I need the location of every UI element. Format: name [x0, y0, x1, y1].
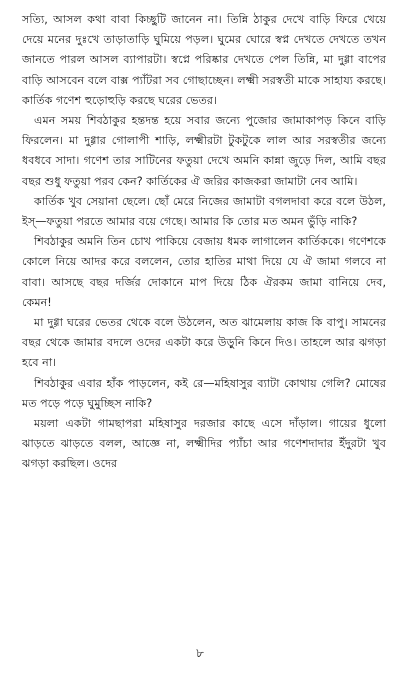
paragraph-1: সত্যি, আসল কথা বাবা কিচ্ছুটি জানেন না। তিন্নি ঠাকুর দেখে বাড়ি ফিরে খেয়ে দেয়ে মনের দুঃখে তাড়াতাড়ি ঘুমিয়ে পড়ল। ঘুমের ঘোরে স্বপ্ন দেখতে দেখতে তখন জানতে পারল আসল ব্যাপারটা। স্বপ্নে পরিষ্কার দেখতে পেল তিন্নি, মা দুগ্গা বাপের বাড়ি আসবেন বলে বাক্স প্যাঁটরা সব গোছাচ্ছেন। লক্ষ্মী সরস্বতী মাকে সাহায্য করছে। কার্তিক গণেশ হুড়োহুড়ি করছে ঘরের ভেতর। — [22, 13, 386, 107]
paragraph-4: শিবঠাকুর অমনি তিন চোখ পাকিয়ে বেজায় ধমক লাগালেন কার্তিককে। গণেশকে কোলে নিয়ে আদর করে বললেন, তোর হাতির মাথা দিয়ে যে ঐ জামা গলবে না বাবা। আসছে বছর দর্জির দোকানে মাপ দিয়ে ঠিক ঐরকম জামা বানিয়ে দেব, কেমন! — [22, 235, 386, 309]
paragraph-7: ময়লা একটা গামছাপরা মহিষাসুর দরজার কাছে এসে দাঁড়াল। গায়ের ধুলো ঝাড়তে ঝাড়তে বলল, আজ্ঞে না, লক্ষ্মীদির প্যাঁচা আর গণেশদাদার ইঁদুরটা খুব ঝগড়া করছিল। ওদের — [22, 417, 386, 471]
paragraph-6: শিবঠাকুর এবার হাঁক পাড়লেন, কই রে—মহিষাসুর ব্যাটা কোথায় গেলি? মোষের মত পড়ে পড়ে ঘুমুচ্ছিস নাকি? — [22, 376, 386, 410]
paragraph-5: মা দুগ্গা ঘরের ভেতর থেকে বলে উঠলেন, অত ঝামেলায় কাজ কি বাপু। সামনের বছর থেকে জামার বদলে ওদের একটা করে উড়ুনি কিনে দিও। তাহলে আর ঝগড়া হবে না। — [22, 316, 386, 370]
paragraph-2: এমন সময় শিবঠাকুর হন্তদন্ত হয়ে সবার জন্যে পুজোর জামাকাপড় কিনে বাড়ি ফিরলেন। মা দুগ্গার গোলাপী শাড়ি, লক্ষ্মীরটা টুকটুকে লাল আর সরস্বতীর জন্যে ধবধবে সাদা। গণেশ তার সাটিনের ফতুয়া দেখে অমনি কান্না জুড়ে দিল, আমি বছর বছর শুধু ফতুয়া পরব কেন? কার্তিকের ঐ জরির কাজকরা জামাটা নেব আমি। — [22, 114, 386, 188]
body-text — [22, 10, 386, 475]
page-number: ৮ — [196, 646, 204, 660]
paragraph-3: কার্তিক খুব সেয়ানা ছেলে। ছোঁ মেরে নিজের জামাটা বগলদাবা করে বলে উঠল, ইস্—ফতুয়া পরতে আমার বয়ে গেছে। আমার কি তোর মত অমন ভুঁড়ি নাকি? — [22, 194, 386, 229]
